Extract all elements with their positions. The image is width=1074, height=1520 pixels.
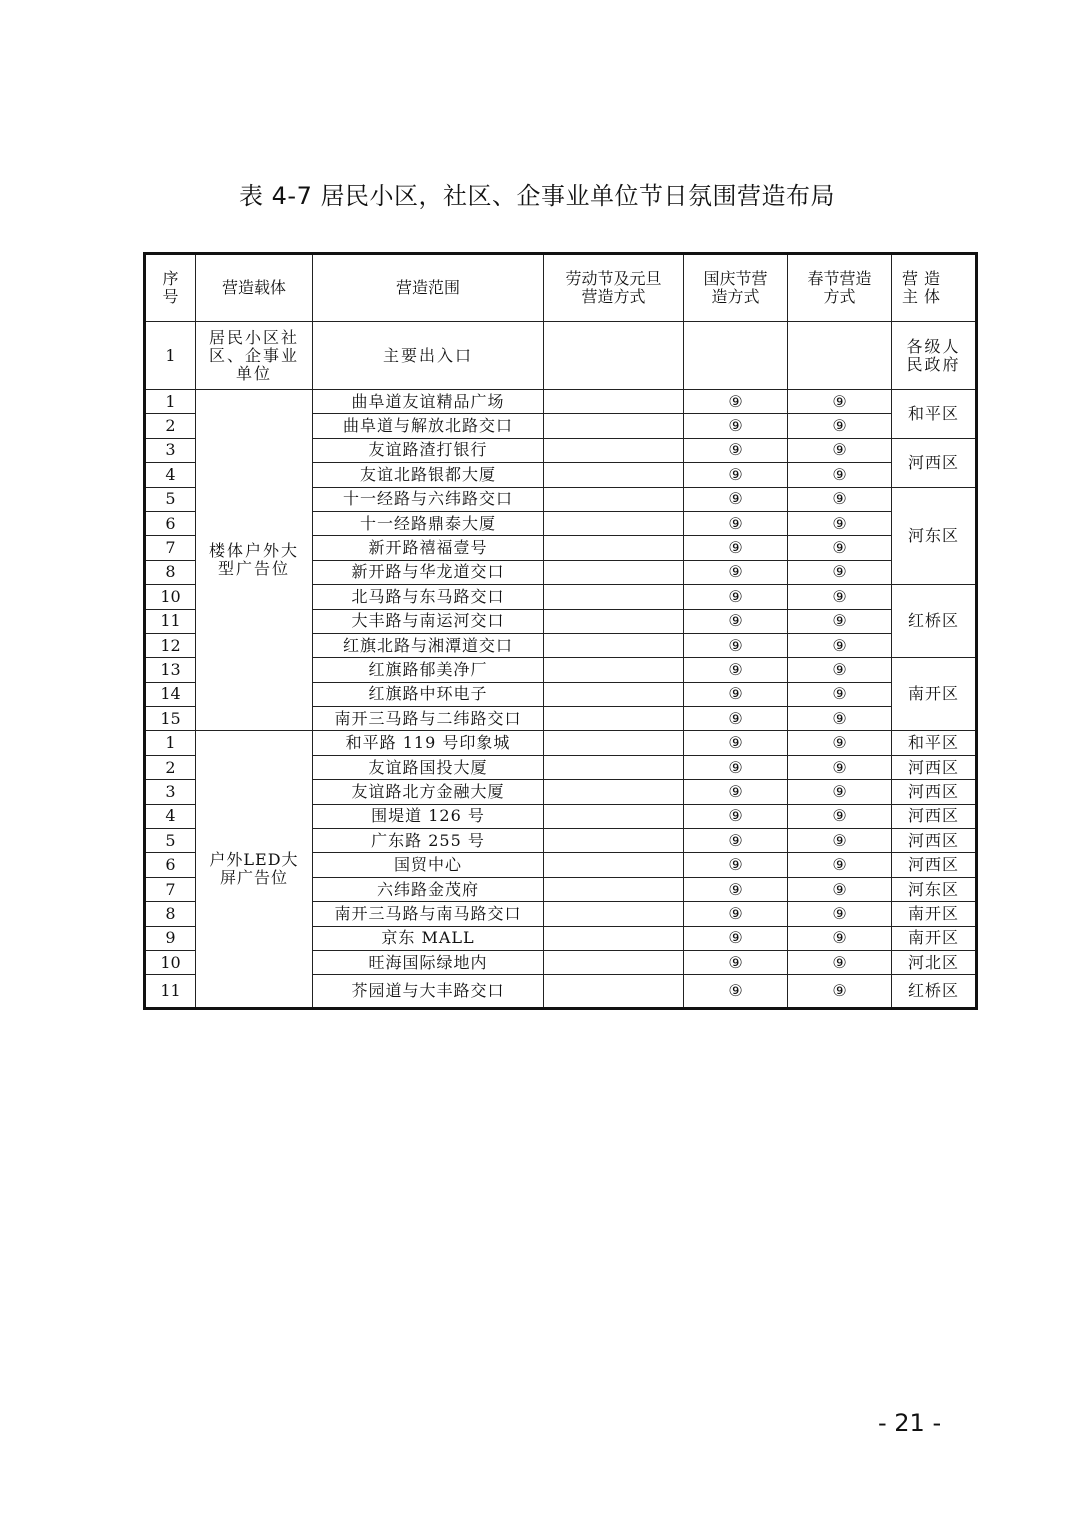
cell-spring: ⑨: [788, 707, 892, 731]
cell-no: 2: [145, 414, 196, 438]
cell-no: 9: [145, 926, 196, 950]
cell-owner-district: 和平区: [892, 390, 977, 439]
group-building: 楼体户外大型广告位: [196, 390, 313, 731]
cell-spring: ⑨: [788, 682, 892, 706]
cell-no: 2: [145, 755, 196, 779]
cell-spring: ⑨: [788, 487, 892, 511]
cell-owner-district: 河西区: [892, 438, 977, 487]
cell-national: ⑨: [684, 390, 788, 414]
cell-scope: 国贸中心: [313, 853, 544, 877]
cell-scope: 和平路 119 号印象城: [313, 731, 544, 755]
cell-national: ⑨: [684, 487, 788, 511]
cell-labor: [544, 950, 684, 974]
cell-scope: 京东 MALL: [313, 926, 544, 950]
cell-labor: [544, 780, 684, 804]
cell-no: 5: [145, 829, 196, 853]
cell-scope: 友谊路北方金融大厦: [313, 780, 544, 804]
cell-no: 8: [145, 560, 196, 584]
cell-labor: [544, 853, 684, 877]
cell-no: 1: [145, 322, 196, 390]
cell-national: ⑨: [684, 414, 788, 438]
cell-labor: [544, 414, 684, 438]
cell-owner: 河西区: [892, 755, 977, 779]
cell-carrier: 居民小区社区、企事业单位: [196, 322, 313, 390]
cell-labor: [544, 487, 684, 511]
page-number: - 21 -: [878, 1409, 942, 1437]
header-scope: 营造范围: [313, 254, 544, 322]
cell-spring: ⑨: [788, 755, 892, 779]
cell-labor: [544, 536, 684, 560]
cell-no: 10: [145, 585, 196, 609]
cell-scope: 旺海国际绿地内: [313, 950, 544, 974]
cell-no: 10: [145, 950, 196, 974]
cell-no: 3: [145, 438, 196, 462]
table-row: [145, 731, 977, 755]
cell-national: ⑨: [684, 560, 788, 584]
cell-scope: 广东路 255 号: [313, 829, 544, 853]
cell-scope: 南开三马路与二纬路交口: [313, 707, 544, 731]
cell-national: ⑨: [684, 877, 788, 901]
cell-scope: 红旗路中环电子: [313, 682, 544, 706]
table-row: [145, 390, 977, 414]
cell-labor: [544, 731, 684, 755]
cell-owner: 南开区: [892, 902, 977, 926]
cell-scope: 主要出入口: [313, 322, 544, 390]
cell-no: 1: [145, 390, 196, 414]
cell-national: ⑨: [684, 633, 788, 657]
cell-scope: 新开路禧福壹号: [313, 536, 544, 560]
cell-spring: ⑨: [788, 853, 892, 877]
header-no: 序号: [145, 254, 196, 322]
cell-national: ⑨: [684, 853, 788, 877]
cell-scope: 北马路与东马路交口: [313, 585, 544, 609]
cell-spring: [788, 322, 892, 390]
cell-spring: ⑨: [788, 609, 892, 633]
header-row: [145, 254, 977, 322]
cell-no: 4: [145, 804, 196, 828]
cell-labor: [544, 902, 684, 926]
cell-spring: ⑨: [788, 390, 892, 414]
cell-owner-district: 南开区: [892, 658, 977, 731]
cell-spring: ⑨: [788, 950, 892, 974]
cell-labor: [544, 804, 684, 828]
cell-no: 5: [145, 487, 196, 511]
cell-national: ⑨: [684, 585, 788, 609]
cell-scope: 十一经路鼎泰大厦: [313, 511, 544, 535]
cell-labor: [544, 560, 684, 584]
cell-scope: 红旗路郁美净厂: [313, 658, 544, 682]
cell-labor: [544, 511, 684, 535]
cell-labor: [544, 322, 684, 390]
cell-owner-district: 河东区: [892, 487, 977, 585]
cell-labor: [544, 755, 684, 779]
cell-national: ⑨: [684, 536, 788, 560]
header-labor: 劳动节及元旦营造方式: [544, 254, 684, 322]
cell-owner: 河西区: [892, 804, 977, 828]
cell-labor: [544, 658, 684, 682]
cell-spring: ⑨: [788, 414, 892, 438]
cell-no: 11: [145, 975, 196, 1009]
cell-owner: 南开区: [892, 926, 977, 950]
cell-scope: 曲阜道友谊精品广场: [313, 390, 544, 414]
cell-spring: ⑨: [788, 560, 892, 584]
cell-no: 12: [145, 633, 196, 657]
cell-scope: 友谊路渣打银行: [313, 438, 544, 462]
cell-national: ⑨: [684, 975, 788, 1009]
cell-scope: 南开三马路与南马路交口: [313, 902, 544, 926]
cell-national: ⑨: [684, 658, 788, 682]
cell-spring: ⑨: [788, 780, 892, 804]
cell-national: ⑨: [684, 829, 788, 853]
cell-labor: [544, 438, 684, 462]
cell-owner: 河西区: [892, 780, 977, 804]
cell-scope: 新开路与华龙道交口: [313, 560, 544, 584]
cell-national: ⑨: [684, 438, 788, 462]
cell-national: ⑨: [684, 707, 788, 731]
cell-national: ⑨: [684, 511, 788, 535]
cell-labor: [544, 707, 684, 731]
cell-spring: ⑨: [788, 804, 892, 828]
cell-labor: [544, 585, 684, 609]
cell-owner: 红桥区: [892, 975, 977, 1009]
cell-labor: [544, 877, 684, 901]
cell-scope: 芥园道与大丰路交口: [313, 975, 544, 1009]
cell-spring: ⑨: [788, 731, 892, 755]
cell-scope: 友谊路国投大厦: [313, 755, 544, 779]
cell-scope: 大丰路与南运河交口: [313, 609, 544, 633]
cell-no: 7: [145, 877, 196, 901]
cell-labor: [544, 633, 684, 657]
cell-no: 13: [145, 658, 196, 682]
cell-owner: 河东区: [892, 877, 977, 901]
cell-no: 6: [145, 511, 196, 535]
cell-no: 1: [145, 731, 196, 755]
cell-national: ⑨: [684, 609, 788, 633]
cell-scope: 曲阜道与解放北路交口: [313, 414, 544, 438]
table-row: [145, 322, 977, 390]
cell-no: 7: [145, 536, 196, 560]
cell-scope: 友谊北路银都大厦: [313, 463, 544, 487]
cell-owner: 河西区: [892, 829, 977, 853]
cell-spring: ⑨: [788, 511, 892, 535]
cell-spring: ⑨: [788, 585, 892, 609]
cell-no: 6: [145, 853, 196, 877]
cell-spring: ⑨: [788, 658, 892, 682]
cell-national: [684, 322, 788, 390]
cell-labor: [544, 609, 684, 633]
cell-labor: [544, 463, 684, 487]
cell-national: ⑨: [684, 902, 788, 926]
header-spring: 春节营造方式: [788, 254, 892, 322]
header-national: 国庆节营造方式: [684, 254, 788, 322]
cell-spring: ⑨: [788, 926, 892, 950]
cell-labor: [544, 829, 684, 853]
cell-national: ⑨: [684, 682, 788, 706]
cell-spring: ⑨: [788, 633, 892, 657]
group-led: 户外LED大屏广告位: [196, 731, 313, 1009]
cell-no: 14: [145, 682, 196, 706]
cell-scope: 十一经路与六纬路交口: [313, 487, 544, 511]
cell-labor: [544, 926, 684, 950]
table-body: [145, 390, 977, 1009]
cell-labor: [544, 682, 684, 706]
cell-scope: 围堤道 126 号: [313, 804, 544, 828]
cell-owner: 各级人民政府: [892, 322, 977, 390]
cell-scope: 红旗北路与湘潭道交口: [313, 633, 544, 657]
cell-spring: ⑨: [788, 975, 892, 1009]
cell-national: ⑨: [684, 463, 788, 487]
cell-spring: ⑨: [788, 829, 892, 853]
cell-owner-district: 红桥区: [892, 585, 977, 658]
cell-national: ⑨: [684, 950, 788, 974]
cell-no: 11: [145, 609, 196, 633]
cell-no: 4: [145, 463, 196, 487]
cell-spring: ⑨: [788, 877, 892, 901]
cell-no: 8: [145, 902, 196, 926]
layout-table: [143, 252, 978, 1010]
cell-spring: ⑨: [788, 536, 892, 560]
cell-national: ⑨: [684, 780, 788, 804]
cell-owner: 河西区: [892, 853, 977, 877]
cell-national: ⑨: [684, 731, 788, 755]
cell-owner: 河北区: [892, 950, 977, 974]
cell-spring: ⑨: [788, 463, 892, 487]
cell-labor: [544, 975, 684, 1009]
cell-labor: [544, 390, 684, 414]
cell-owner: 和平区: [892, 731, 977, 755]
header-owner: 营造主体: [892, 254, 977, 322]
header-carrier: 营造载体: [196, 254, 313, 322]
table-title: 表 4-7 居民小区，社区、企事业单位节日氛围营造布局: [239, 182, 835, 210]
cell-spring: ⑨: [788, 438, 892, 462]
cell-scope: 六纬路金茂府: [313, 877, 544, 901]
cell-no: 3: [145, 780, 196, 804]
cell-spring: ⑨: [788, 902, 892, 926]
cell-no: 15: [145, 707, 196, 731]
cell-national: ⑨: [684, 804, 788, 828]
cell-national: ⑨: [684, 926, 788, 950]
cell-national: ⑨: [684, 755, 788, 779]
